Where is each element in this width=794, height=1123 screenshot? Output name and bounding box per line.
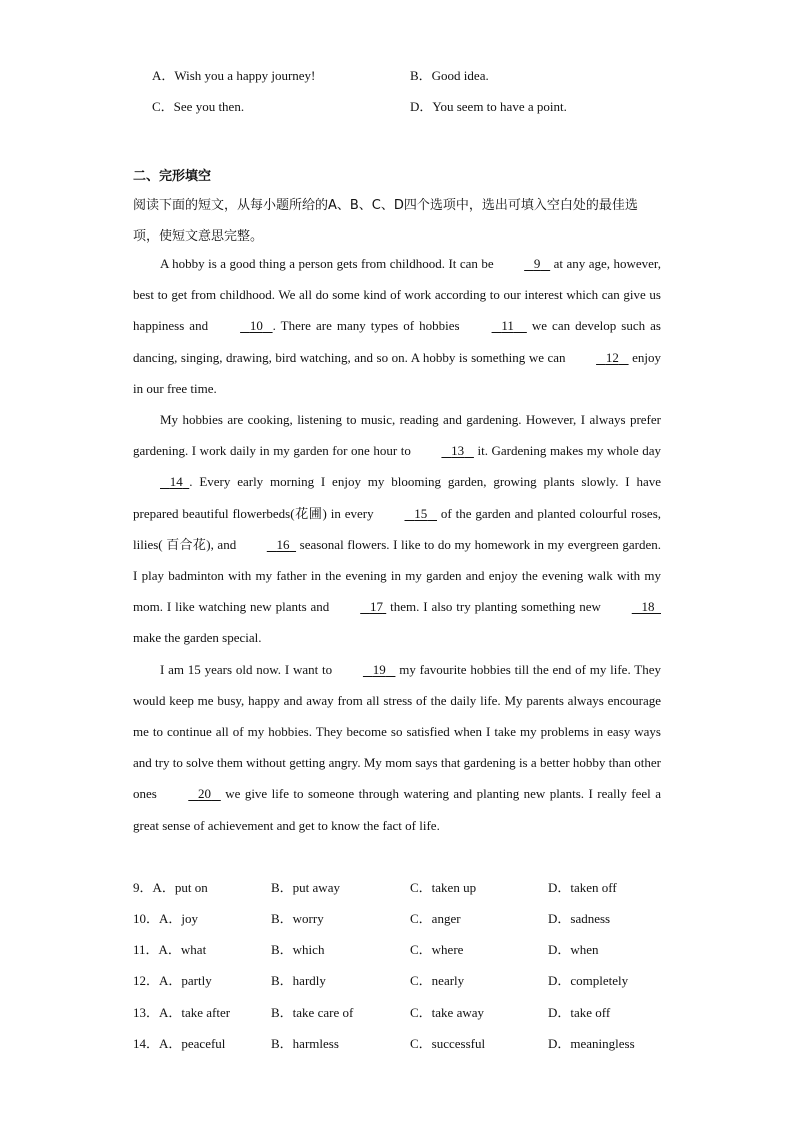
section-title: 二、完形填空 xyxy=(133,169,212,184)
blank-number: 18 xyxy=(641,599,655,615)
question-row xyxy=(133,908,673,930)
blank-number: 11 xyxy=(501,318,514,334)
question-option-a: 12．A．partly xyxy=(133,973,212,988)
passage-text: it. Gardening makes my whole day xyxy=(473,443,661,459)
passage-paragraph-2 xyxy=(133,404,661,654)
question-option-a: 9．A．put on xyxy=(133,880,208,895)
passage-text: them. I also try planting something new xyxy=(386,599,605,615)
question-option-c: C．taken up xyxy=(410,880,477,895)
question-option-c: C．anger xyxy=(410,911,461,926)
passage-text: we can develop such as dancing, singing, drawing, bird watching, and so on. A hobby is something we can xyxy=(133,318,661,365)
blank-number: 9 xyxy=(533,256,541,271)
blank-16 xyxy=(240,529,296,560)
prev-option-c: C．See you then. xyxy=(152,99,245,114)
passage-text: . Every early morning I enjoy my blooming garden, growing plants slowly. I have prepared beautiful flowerbeds(花圃) in every xyxy=(133,474,661,521)
passage-paragraph-1 xyxy=(133,248,661,404)
question-option-a: 10．A．joy xyxy=(133,911,199,926)
prev-option-d: D．You seem to have a point. xyxy=(410,99,567,114)
passage-text: I am 15 years old now. I want to xyxy=(160,661,336,677)
question-option-c: C．successful xyxy=(410,1036,486,1051)
question-option-d: D．meaningless xyxy=(548,1036,635,1051)
blank-18 xyxy=(605,591,661,622)
blank-11 xyxy=(465,310,527,341)
question-option-d: D．taken off xyxy=(548,880,617,895)
blank-number: 12 xyxy=(605,349,619,365)
blank-19 xyxy=(336,654,396,685)
passage-text: we give life to someone through watering and planting new plants. I really feel a great sense of achievement and get to know the fact of life. xyxy=(133,786,661,833)
passage-text: make the garden special. xyxy=(133,630,262,646)
prev-options-row-2 xyxy=(0,97,794,117)
blank-number: 17 xyxy=(369,599,383,615)
blank-number: 16 xyxy=(276,536,290,552)
question-row xyxy=(133,877,673,899)
blank-9 xyxy=(497,248,550,279)
question-option-d: D．completely xyxy=(548,973,629,988)
question-option-d: D．when xyxy=(548,942,599,957)
question-row xyxy=(133,970,673,992)
question-option-c: C．nearly xyxy=(410,973,465,988)
blank-number: 14 xyxy=(169,474,183,490)
question-option-b: B．put away xyxy=(271,880,340,895)
passage-text: A hobby is a good thing a person gets from childhood. It can be xyxy=(160,256,498,271)
question-option-a: 14．A．peaceful xyxy=(133,1036,226,1051)
blank-number: 20 xyxy=(198,786,212,802)
question-row xyxy=(133,1002,673,1024)
question-option-b: B．hardly xyxy=(271,973,326,988)
passage-text: at any age, however, best to get from childhood. We all do some kind of work according to our interest which can give us happiness and xyxy=(133,256,661,334)
section-instruction: 阅读下面的短文，从每小题所给的A、B、C、D四个选项中，选出可填入空白处的最佳选项，使短文意思完整。 xyxy=(133,198,638,244)
question-option-c: C．where xyxy=(410,942,464,957)
prev-options-row-1 xyxy=(0,66,794,86)
question-option-b: B．which xyxy=(271,942,325,957)
blank-10 xyxy=(213,310,273,341)
question-row xyxy=(133,1033,673,1055)
blank-14 xyxy=(133,466,189,497)
question-option-b: B．take care of xyxy=(271,1005,354,1020)
question-option-b: B．worry xyxy=(271,911,324,926)
blank-12 xyxy=(569,342,629,373)
question-option-c: C．take away xyxy=(410,1005,485,1020)
question-option-d: D．sadness xyxy=(548,911,611,926)
question-option-a: 11．A．what xyxy=(133,942,207,957)
question-option-a: 13．A．take after xyxy=(133,1005,231,1020)
passage-text: of the garden and planted colourful roses, lilies( 百合花), and xyxy=(133,505,662,552)
question-row xyxy=(133,939,673,961)
question-option-d: D．take off xyxy=(548,1005,611,1020)
blank-13 xyxy=(414,435,474,466)
passage-text: My hobbies are cooking, listening to music, reading and gardening. However, I always prefer gardening. I work daily in my garden for one hour to xyxy=(133,412,661,459)
blank-number: 10 xyxy=(249,318,263,334)
passage-text: seasonal flowers. I like to do my homework in my evergreen garden. I play badminton with my father in the evening in my garden and enjoy the evening walk with my mom. I like watching new plants and xyxy=(133,536,661,615)
prev-option-b: B．Good idea. xyxy=(410,68,489,83)
passage-text: enjoy in our free time. xyxy=(133,349,661,396)
blank-20 xyxy=(161,778,221,809)
blank-number: 19 xyxy=(372,661,386,677)
prev-option-a: A．Wish you a happy journey! xyxy=(152,68,316,83)
blank-number: 13 xyxy=(451,443,465,459)
blank-17 xyxy=(333,591,386,622)
passage-text: . There are many types of hobbies xyxy=(272,318,465,334)
blank-number: 15 xyxy=(414,505,428,521)
question-option-b: B．harmless xyxy=(271,1036,339,1051)
passage-text: my favourite hobbies till the end of my life. They would keep me busy, happy and away from all stress of the daily life. My parents always encourage me to continue all of my hobbies. They become so satisfied when I take my problems in easy ways and try to solve them without getting angry. My mom says that gardening is a better hobby than other ones xyxy=(133,661,661,802)
cloze-passage xyxy=(133,248,661,841)
blank-15 xyxy=(378,498,438,529)
passage-paragraph-3 xyxy=(133,654,661,841)
